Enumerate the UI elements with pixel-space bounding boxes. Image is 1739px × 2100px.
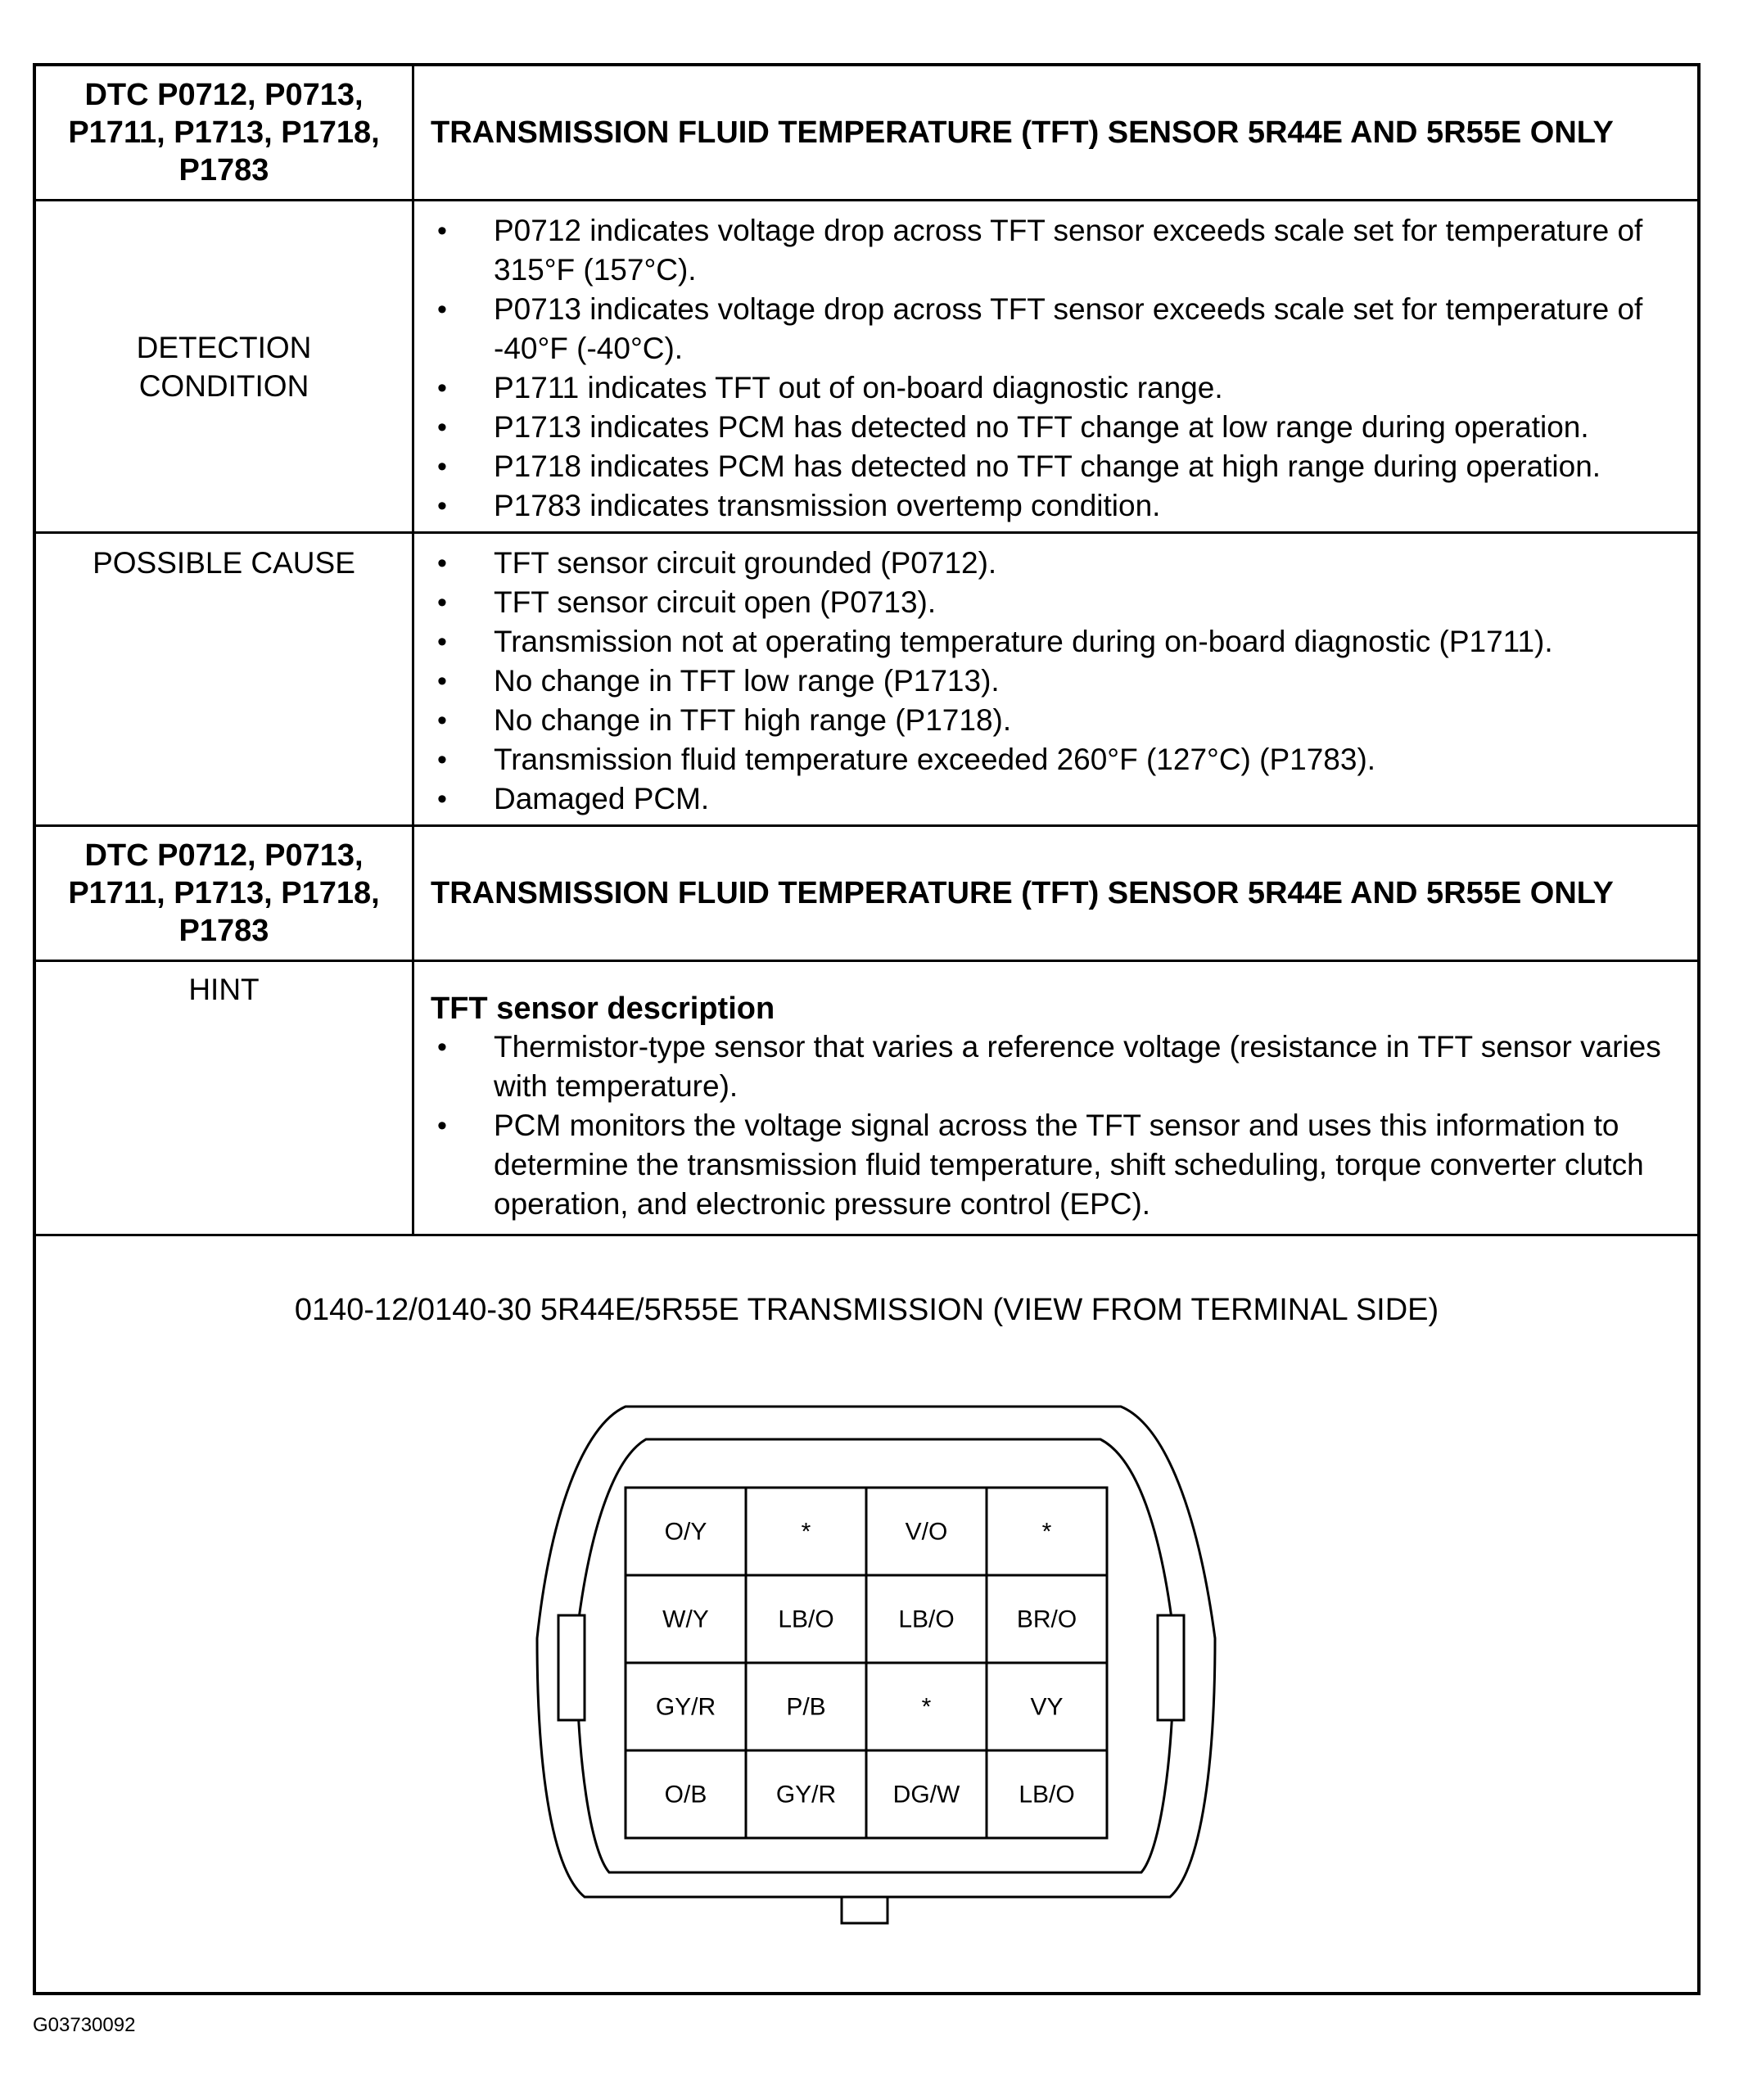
- label-text: HINT: [188, 973, 260, 1006]
- label-line: DETECTION: [136, 330, 312, 364]
- list-item: • No change in TFT low range (P1713).: [431, 662, 1681, 701]
- list-item: • Transmission not at operating temperature during on-board diagnostic (P1711).: [431, 622, 1681, 662]
- pin-grid: [626, 1488, 1107, 1838]
- list-item: • Transmission fluid temperature exceeded 260°F (127°C) (P1783).: [431, 740, 1681, 779]
- pin-wire-color-label: *: [1041, 1518, 1052, 1546]
- dtc-title: TRANSMISSION FLUID TEMPERATURE (TFT) SENSOR 5R44E AND 5R55E ONLY: [431, 876, 1614, 910]
- pin-wire-color-label: P/B: [786, 1693, 826, 1721]
- dtc-code-line: P1783: [178, 914, 269, 948]
- list-item: • P0713 indicates voltage drop across TFT sensor exceeds scale set for temperature of -40°F (-40°C).: [431, 290, 1681, 368]
- list-item: • P1718 indicates PCM has detected no TFT change at high range during operation.: [431, 447, 1681, 486]
- dtc-code-line: P1711, P1713, P1718,: [68, 115, 380, 150]
- dtc-title: TRANSMISSION FLUID TEMPERATURE (TFT) SENSOR 5R44E AND 5R55E ONLY: [431, 115, 1614, 150]
- bottom-key: [842, 1897, 888, 1923]
- pin-wire-color-label: BR/O: [1016, 1605, 1077, 1633]
- right-latch: [1158, 1615, 1184, 1720]
- list-item: • P1713 indicates PCM has detected no TFT change at low range during operation.: [431, 408, 1681, 447]
- pin-wire-color-label: LB/O: [778, 1605, 834, 1633]
- pin-wire-color-label: *: [921, 1693, 932, 1721]
- pin-wire-color-label: O/B: [664, 1781, 707, 1809]
- list-item: • TFT sensor circuit open (P0713).: [431, 583, 1681, 622]
- hint-heading: TFT sensor description: [431, 991, 775, 1026]
- pin-wire-color-label: O/Y: [664, 1518, 707, 1546]
- pin-wire-color-label: V/O: [905, 1518, 948, 1546]
- label-text: POSSIBLE CAUSE: [93, 546, 355, 580]
- connector-diagram: [36, 66, 1697, 1992]
- pin-wire-color-label: GY/R: [655, 1693, 716, 1721]
- left-latch: [558, 1615, 585, 1720]
- list-item: • Damaged PCM.: [431, 779, 1681, 819]
- pin-wire-color-label: DG/W: [892, 1781, 960, 1809]
- label-line: CONDITION: [138, 368, 309, 403]
- dtc-code-line: DTC P0712, P0713,: [84, 78, 364, 112]
- list-item: • Thermistor-type sensor that varies a reference voltage (resistance in TFT sensor varies with temperature).: [431, 1027, 1681, 1106]
- list-item: • TFT sensor circuit grounded (P0712).: [431, 544, 1681, 583]
- pin-wire-color-label: GY/R: [775, 1781, 837, 1809]
- list-item: • No change in TFT high range (P1718).: [431, 701, 1681, 740]
- pin-wire-color-label: LB/O: [898, 1605, 955, 1633]
- dtc-code-line: P1783: [178, 153, 269, 187]
- dtc-code-line: P1711, P1713, P1718,: [68, 876, 380, 910]
- pin-wire-color-label: VY: [1030, 1693, 1064, 1721]
- pin-wire-color-label: W/Y: [662, 1605, 709, 1633]
- connector-caption: 0140-12/0140-30 5R44E/5R55E TRANSMISSION (VIEW FROM TERMINAL SIDE): [294, 1293, 1439, 1327]
- list-item: • P1711 indicates TFT out of on-board diagnostic range.: [431, 368, 1681, 408]
- figure-code: G03730092: [33, 2014, 136, 2036]
- diagnostic-sheet: [33, 63, 1701, 1995]
- list-item: • P1783 indicates transmission overtemp condition.: [431, 486, 1681, 526]
- list-item: • PCM monitors the voltage signal across the TFT sensor and uses this information to determine the transmission fluid temperature, shift scheduling, torque converter clutch operation, and electronic pressure control (EPC).: [431, 1106, 1681, 1224]
- list-item: • P0712 indicates voltage drop across TFT sensor exceeds scale set for temperature of 315°F (157°C).: [431, 211, 1681, 290]
- pin-wire-color-label: *: [801, 1518, 811, 1546]
- dtc-code-line: DTC P0712, P0713,: [84, 838, 364, 873]
- pin-wire-color-label: LB/O: [1019, 1781, 1075, 1809]
